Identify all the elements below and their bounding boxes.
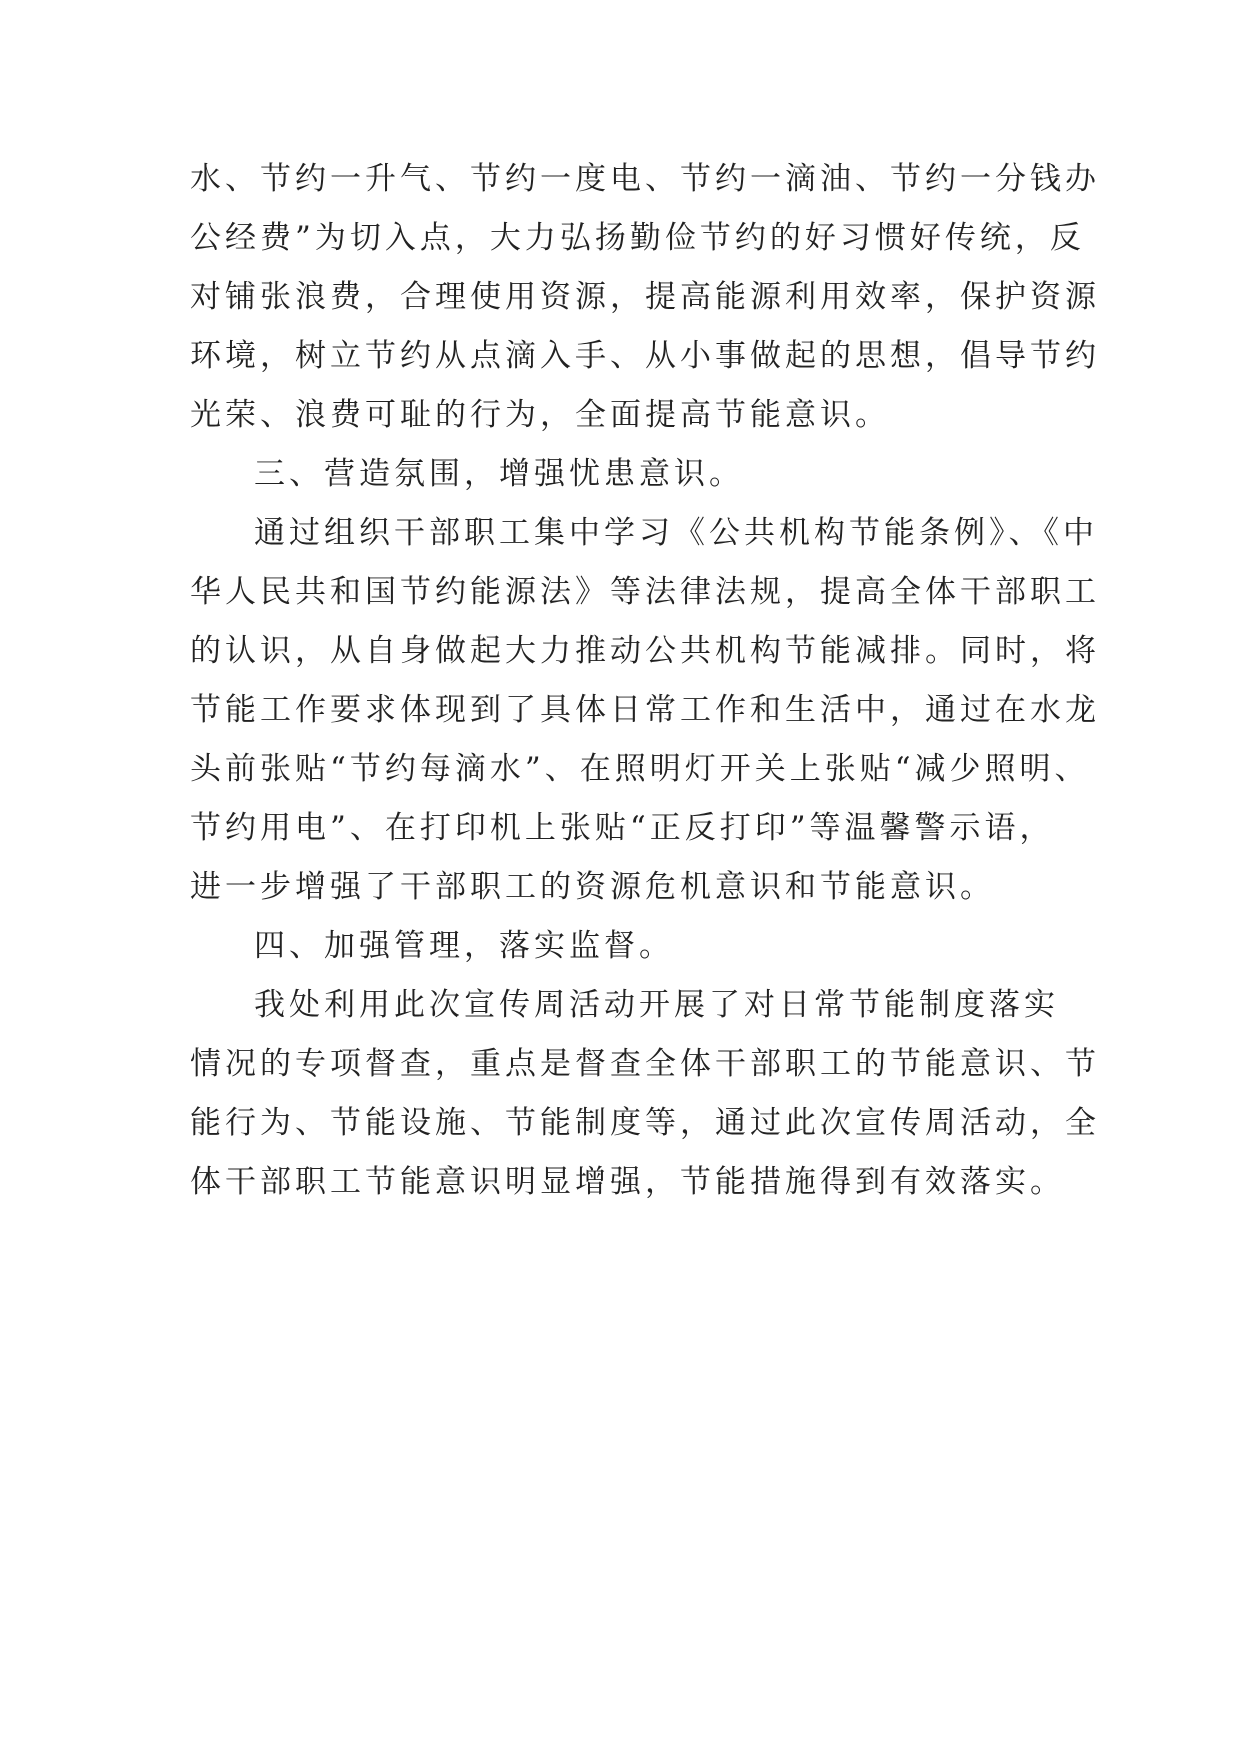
- text-line: 头前张贴“节约每滴水”、在照明灯开关上张贴“减少照明、: [190, 751, 1090, 787]
- text-line: 对铺张浪费，合理使用资源，提高能源利用效率，保护资源: [190, 279, 1100, 315]
- text-line: 公经费”为切入点，大力弘扬勤俭节约的好习惯好传统，反: [190, 220, 1085, 256]
- text-line: 环境，树立节约从点滴入手、从小事做起的思想，倡导节约: [190, 338, 1100, 374]
- text-line: 能行为、节能设施、节能制度等，通过此次宣传周活动，全: [190, 1105, 1100, 1141]
- text-line: 节能工作要求体现到了具体日常工作和生活中，通过在水龙: [190, 692, 1100, 728]
- text-line: 的认识，从自身做起大力推动公共机构节能减排。同时，将: [190, 633, 1100, 669]
- text-line: 通过组织干部职工集中学习《公共机构节能条例》、《中: [254, 515, 1098, 551]
- text-line: 节约用电”、在打印机上张贴“正反打印”等温馨警示语，: [190, 810, 1055, 846]
- text-line: 我处利用此次宣传周活动开展了对日常节能制度落实: [254, 987, 1059, 1023]
- text-line: 进一步增强了干部职工的资源危机意识和节能意识。: [190, 869, 995, 905]
- text-line: 情况的专项督查，重点是督查全体干部职工的节能意识、节: [190, 1046, 1100, 1082]
- text-line: 光荣、浪费可耻的行为，全面提高节能意识。: [190, 397, 890, 433]
- text-line: 华人民共和国节约能源法》等法律法规，提高全体干部职工: [190, 574, 1100, 610]
- text-line: 水、节约一升气、节约一度电、节约一滴油、节约一分钱办: [190, 161, 1100, 197]
- text-line: 三、营造氛围，增强忧患意识。: [254, 456, 744, 492]
- text-line: 四、加强管理，落实监督。: [254, 928, 674, 964]
- text-line: 体干部职工节能意识明显增强，节能措施得到有效落实。: [190, 1164, 1065, 1200]
- document-body: [190, 150, 1100, 1212]
